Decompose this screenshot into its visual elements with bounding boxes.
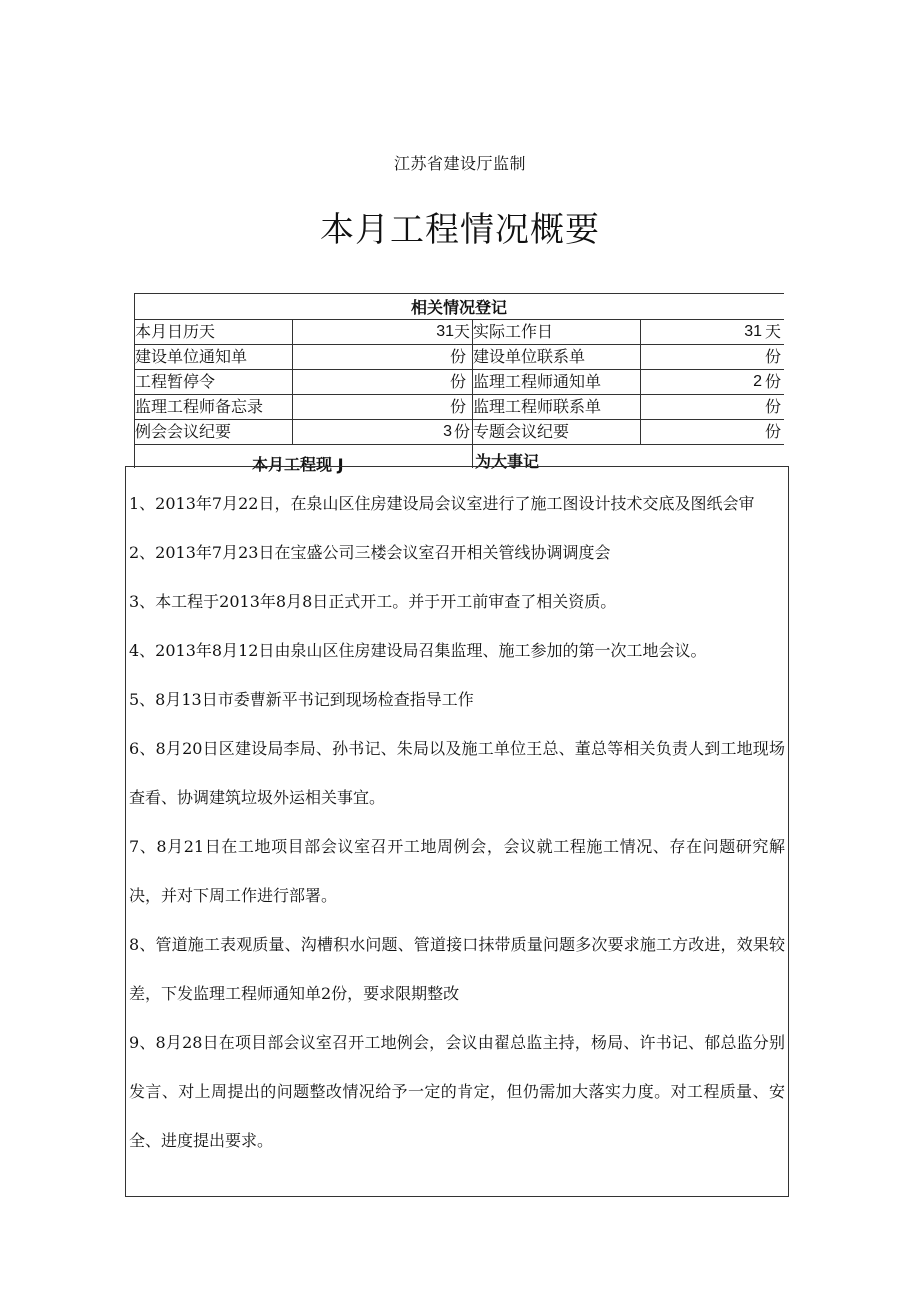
event-item [129,528,785,577]
reg-label: 专题会议纪要 [473,422,570,441]
reg-value [642,420,762,444]
reg-label: 监理工程师联系单 [473,397,602,416]
reg-value [642,345,762,369]
reg-value [294,395,454,419]
reg-value: 31 [436,323,454,340]
reg-label: 实际工作日 [473,322,554,341]
registration-table [134,293,784,468]
reg-value: 31 [744,323,762,340]
events-header-left: 本月工程现 J [252,455,344,474]
event-text: 5、8月13日市委曹新平书记到现场检查指导工作 [129,690,474,709]
event-item [129,626,785,675]
reg-label: 监理工程师备忘录 [135,397,264,416]
reg-unit: 份 [450,347,467,366]
events-header-right: 为大事记 [475,452,540,471]
reg-label: 建设单位联系单 [473,347,586,366]
reg-unit: 份 [765,372,782,391]
event-text: 4、2013年8月12日由泉山区住房建设局召集监理、施工参加的第一次工地会议。 [129,641,707,660]
reg-unit: 天 [454,322,471,341]
event-text: 2、2013年7月23日在宝盛公司三楼会议室召开相关管线协调调度会 [129,543,611,562]
reg-label: 例会会议纪要 [135,422,232,441]
event-item [129,822,785,920]
page-title: 本月工程情况概要 [320,210,600,250]
event-text: 1、2013年7月22日，在泉山区住房建设局会议室进行了施工图设计技术交底及图纸会审 [129,494,755,513]
event-text: 7、8月21日在工地项目部会议室召开工地周例会，会议就工程施工情况、存在问题研究解决，并对下周工作进行部署。 [129,837,785,905]
reg-unit: 份 [765,422,782,441]
reg-unit: 份 [454,422,471,441]
reg-label: 本月日历天 [135,322,216,341]
event-item [129,675,785,724]
event-item [129,1018,785,1165]
events-list [129,479,785,1165]
event-text: 3、本工程于2013年8月8日正式开工。并于开工前审查了相关资质。 [129,592,617,611]
reg-unit: 天 [765,322,782,341]
event-item [129,577,785,626]
event-text: 8、管道施工表观质量、沟槽积水问题、管道接口抹带质量问题多次要求施工方改进，效果较差，下发监理工程师通知单2份，要求限期整改 [129,935,785,1003]
reg-label: 建设单位通知单 [135,347,248,366]
event-text: 9、8月28日在项目部会议室召开工地例会，会议由翟总监主持，杨局、许书记、郁总监分别发言、对上周提出的问题整改情况给予一定的肯定，但仍需加大落实力度。对工程质量、安全、进度提出要求。 [129,1033,785,1150]
reg-value [294,345,454,369]
reg-label: 工程暂停令 [135,372,216,391]
reg-unit: 份 [450,397,467,416]
issuer-label: 江苏省建设厅监制 [393,154,526,173]
events-box [125,466,789,1197]
reg-value: 3 [443,423,452,440]
reg-label: 监理工程师通知单 [473,372,602,391]
event-item [129,724,785,822]
reg-value [642,395,762,419]
reg-unit: 份 [450,372,467,391]
event-item [129,920,785,1018]
registration-header: 相关情况登记 [410,298,507,317]
event-item [129,479,785,528]
reg-unit: 份 [765,397,782,416]
event-text: 6、8月20日区建设局李局、孙书记、朱局以及施工单位王总、董总等相关负责人到工地现场查看、协调建筑垃圾外运相关事宜。 [129,739,785,807]
reg-unit: 份 [765,347,782,366]
reg-value [294,370,454,394]
reg-value: 2 [753,373,762,390]
